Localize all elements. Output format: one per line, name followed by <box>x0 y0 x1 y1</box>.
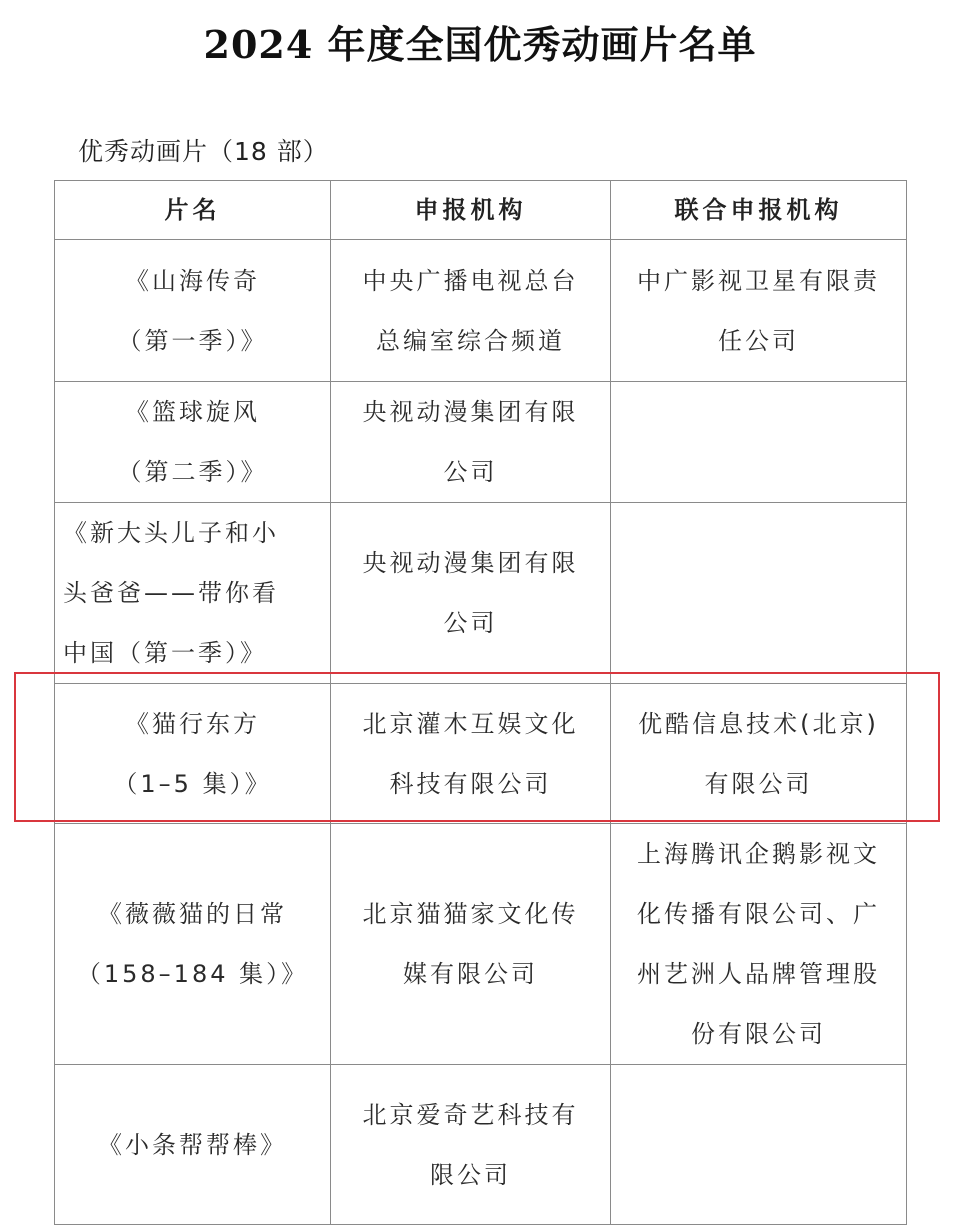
award-table <box>54 180 907 1225</box>
title-text: 《猫行东方 （1–5 集）》 <box>113 709 272 798</box>
org-text: 央视动漫集团有限 公司 <box>362 549 579 637</box>
cell-joint-org <box>611 503 907 684</box>
cell-org <box>331 503 611 684</box>
header-org: 申报机构 <box>331 181 611 240</box>
joint-org-text: 上海腾讯企鹅影视文 化传播有限公司、广 州艺洲人品牌管理股 份有限公司 <box>637 840 880 1048</box>
cell-title <box>55 382 331 503</box>
cell-title <box>55 1065 331 1225</box>
table-row <box>55 824 907 1065</box>
cell-title <box>55 684 331 824</box>
cell-title <box>55 240 331 382</box>
table-row <box>55 503 907 684</box>
page-title: 2024 年度全国优秀动画片名单 <box>203 22 757 67</box>
cell-org <box>331 240 611 382</box>
section-heading: 优秀动画片（18 部） <box>78 137 329 166</box>
org-text: 中央广播电视总台 总编室综合频道 <box>362 266 579 355</box>
org-text: 北京猫猫家文化传 媒有限公司 <box>362 900 579 988</box>
title-text: 《薇薇猫的日常 （158–184 集）》 <box>76 900 309 988</box>
org-text: 北京爱奇艺科技有 限公司 <box>362 1100 579 1189</box>
org-text: 北京灌木互娱文化 科技有限公司 <box>362 709 579 798</box>
title-text: 《篮球旋风 （第二季）》 <box>117 398 268 486</box>
cell-title <box>55 824 331 1065</box>
cell-joint-org <box>611 382 907 503</box>
cell-org <box>331 382 611 503</box>
header-joint-org: 联合申报机构 <box>611 181 907 240</box>
cell-org <box>331 1065 611 1225</box>
cell-joint-org <box>611 1065 907 1225</box>
org-text: 央视动漫集团有限 公司 <box>362 398 579 486</box>
cell-org <box>331 684 611 824</box>
cell-title <box>55 503 331 684</box>
title-text: 《山海传奇 （第一季）》 <box>117 266 268 355</box>
joint-org-text: 中广影视卫星有限责 任公司 <box>637 266 880 355</box>
header-title: 片名 <box>55 181 331 240</box>
table-row <box>55 684 907 824</box>
cell-joint-org <box>611 824 907 1065</box>
table-row <box>55 1065 907 1225</box>
table-row <box>55 382 907 503</box>
cell-joint-org <box>611 684 907 824</box>
table-header-row <box>55 181 907 240</box>
cell-joint-org <box>611 240 907 382</box>
table-row <box>55 240 907 382</box>
title-text: 《小条帮帮棒》 <box>98 1130 287 1159</box>
joint-org-text: 优酷信息技术(北京) 有限公司 <box>638 709 879 798</box>
cell-org <box>331 824 611 1065</box>
title-text: 《新大头儿子和小 头爸爸——带你看 中国（第一季）》 <box>63 519 279 667</box>
